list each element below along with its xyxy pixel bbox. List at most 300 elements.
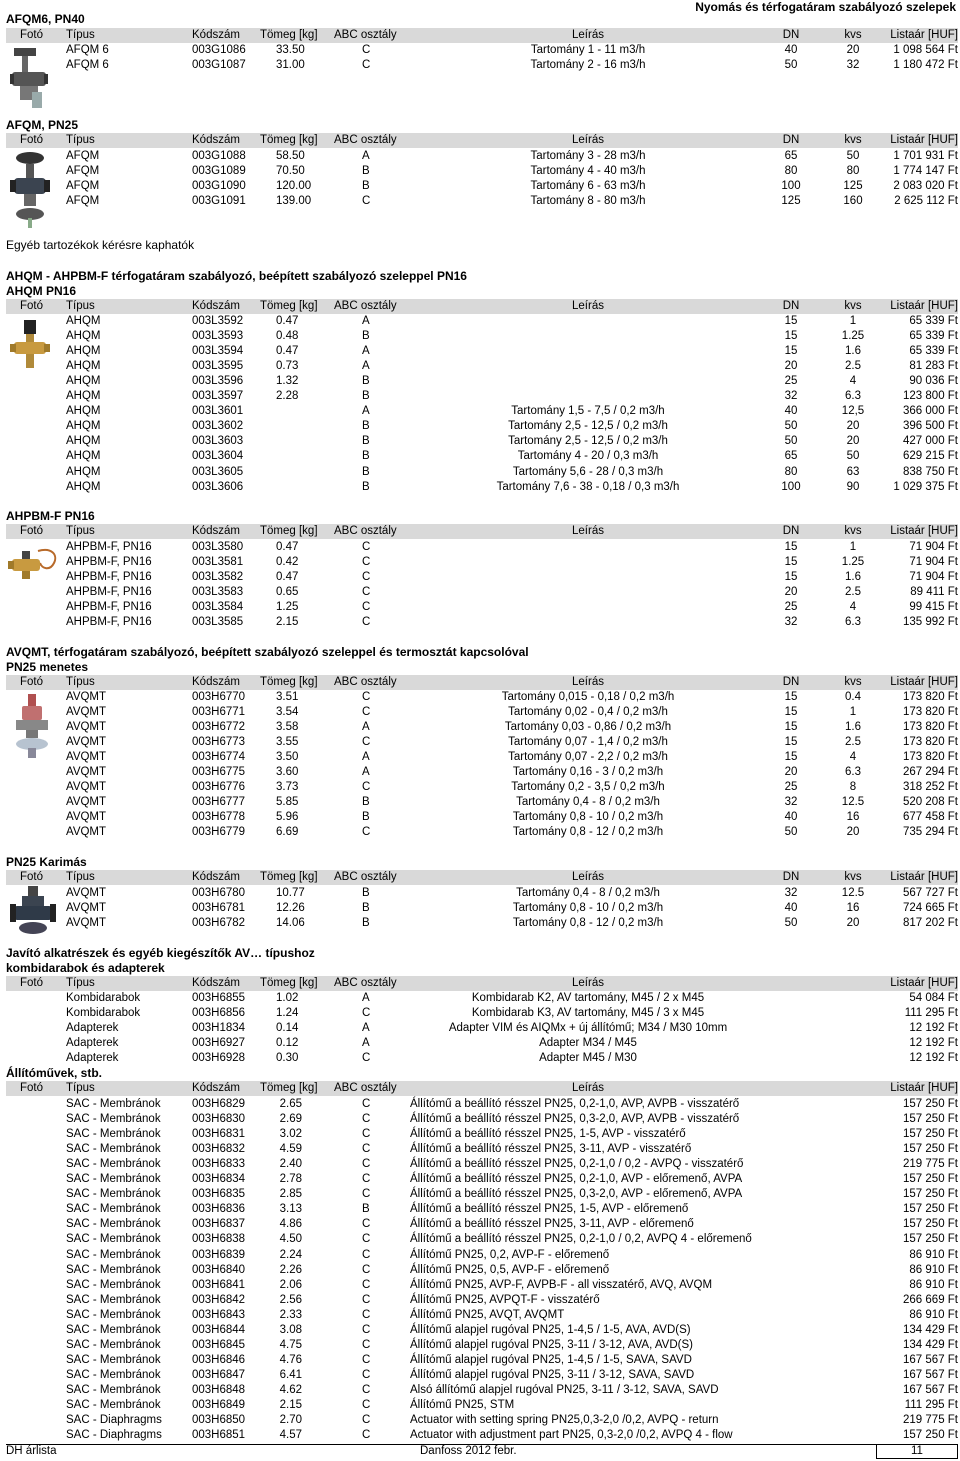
cell-weight: 4.86 bbox=[279, 1218, 302, 1231]
table-row bbox=[6, 750, 958, 765]
cell-kvs: 160 bbox=[843, 195, 863, 208]
column-header-dn: DN bbox=[782, 300, 800, 312]
cell-weight: 0.42 bbox=[276, 556, 299, 569]
table-row bbox=[6, 1323, 958, 1338]
cell-desc: Tartomány 0,8 - 10 / 0,2 m3/h bbox=[512, 902, 664, 915]
cell-code: 003H6851 bbox=[192, 1429, 246, 1442]
cell-type: AVQMT bbox=[66, 751, 107, 764]
cell-price: 54 084 Ft bbox=[909, 992, 958, 1004]
cell-type: AVQMT bbox=[66, 766, 107, 779]
cell-code: 003H6834 bbox=[192, 1173, 246, 1186]
cell-weight: 2.24 bbox=[279, 1248, 302, 1261]
cell-code: 003L3593 bbox=[192, 330, 244, 343]
cell-weight: 2.65 bbox=[279, 1098, 302, 1110]
cell-code: 003H6835 bbox=[192, 1188, 246, 1201]
cell-abc: C bbox=[362, 1173, 371, 1186]
column-header-weight: Tömeg [kg] bbox=[260, 134, 318, 146]
cell-code: 003L3604 bbox=[192, 450, 244, 463]
table-row bbox=[6, 194, 958, 209]
column-header-desc: Leírás bbox=[572, 134, 604, 146]
cell-code: 003H6771 bbox=[192, 706, 246, 719]
table-row bbox=[6, 359, 958, 374]
cell-type: SAC - Membránok bbox=[66, 1278, 161, 1291]
table-row bbox=[6, 1142, 958, 1157]
cell-dn: 40 bbox=[784, 902, 798, 915]
cell-weight: 4.50 bbox=[279, 1233, 302, 1246]
column-header-dn: DN bbox=[782, 525, 800, 537]
cell-abc: C bbox=[362, 1338, 371, 1351]
cell-dn: 65 bbox=[784, 150, 798, 162]
column-header-weight: Tömeg [kg] bbox=[260, 29, 318, 41]
cell-desc: Tartomány 3 - 28 m3/h bbox=[530, 150, 646, 162]
cell-desc: Tartomány 8 - 80 m3/h bbox=[530, 195, 646, 208]
cell-dn: 80 bbox=[784, 465, 798, 478]
cell-dn: 125 bbox=[781, 195, 801, 208]
column-header-price: Listaár [HUF] bbox=[890, 300, 958, 312]
column-header-desc: Leírás bbox=[572, 29, 604, 41]
section-title: PN25 menetes bbox=[6, 660, 89, 674]
column-header-weight: Tömeg [kg] bbox=[260, 525, 318, 537]
cell-code: 003H6781 bbox=[192, 902, 246, 915]
table-row bbox=[6, 465, 958, 480]
cell-weight: 33.50 bbox=[276, 44, 305, 56]
cell-type: AHQM bbox=[66, 465, 101, 478]
cell-abc: A bbox=[362, 150, 370, 162]
column-header-desc: Leírás bbox=[572, 871, 604, 883]
table-row bbox=[6, 720, 958, 735]
cell-desc: Tartomány 4 - 20 / 0,3 m3/h bbox=[517, 450, 659, 463]
cell-dn: 80 bbox=[784, 165, 798, 178]
cell-price: 266 669 Ft bbox=[903, 1293, 958, 1306]
cell-type: SAC - Membránok bbox=[66, 1188, 161, 1201]
cell-weight: 120.00 bbox=[276, 180, 312, 193]
cell-weight: 4.76 bbox=[279, 1353, 302, 1366]
table-row bbox=[6, 374, 958, 389]
table-row bbox=[6, 765, 958, 780]
cell-desc: Tartomány 0,16 - 3 / 0,2 m3/h bbox=[512, 766, 664, 779]
cell-dn: 15 bbox=[784, 315, 798, 327]
cell-price: 111 295 Ft bbox=[904, 1399, 958, 1411]
cell-code: 003G1091 bbox=[192, 195, 246, 208]
cell-type: AHQM bbox=[66, 435, 101, 448]
cell-abc: B bbox=[362, 465, 370, 478]
cell-weight: 2.70 bbox=[279, 1414, 302, 1427]
cell-dn: 20 bbox=[784, 586, 798, 599]
cell-abc: C bbox=[362, 1188, 371, 1201]
cell-price: 157 250 Ft bbox=[903, 1128, 958, 1141]
table-row bbox=[6, 480, 958, 495]
cell-abc: C bbox=[362, 1278, 371, 1291]
cell-desc: Állítómű a beállító résszel PN25, 1-5, AVP - visszatérő bbox=[410, 1128, 686, 1141]
cell-weight: 3.73 bbox=[276, 781, 299, 794]
cell-type: AHPBM-F, PN16 bbox=[66, 571, 152, 584]
cell-code: 003G1088 bbox=[192, 150, 246, 162]
cell-weight: 3.54 bbox=[276, 706, 299, 719]
table-header bbox=[6, 133, 958, 148]
cell-type: SAC - Membránok bbox=[66, 1128, 161, 1141]
cell-weight: 0.12 bbox=[276, 1037, 299, 1050]
cell-weight: 6.69 bbox=[276, 826, 299, 839]
cell-abc: C bbox=[362, 44, 371, 56]
table-header bbox=[6, 28, 958, 43]
cell-desc: Állítómű a beállító résszel PN25, 0,2-1,0, AVP, AVPB - visszatérő bbox=[410, 1098, 740, 1110]
cell-desc: Adapter M34 / M45 bbox=[539, 1037, 637, 1050]
cell-weight: 0.48 bbox=[276, 330, 299, 343]
cell-price: 167 567 Ft bbox=[903, 1383, 958, 1396]
table-row bbox=[6, 1338, 958, 1353]
cell-abc: B bbox=[362, 1203, 370, 1216]
cell-weight: 0.73 bbox=[276, 360, 299, 373]
cell-dn: 100 bbox=[781, 180, 801, 193]
cell-price: 111 295 Ft bbox=[904, 1007, 958, 1020]
cell-price: 267 294 Ft bbox=[903, 766, 958, 779]
column-header-code: Kódszám bbox=[192, 134, 240, 146]
cell-price: 1 180 472 Ft bbox=[893, 59, 958, 72]
cell-kvs: 2.5 bbox=[845, 736, 861, 749]
cell-price: 567 727 Ft bbox=[903, 887, 958, 899]
cell-type: SAC - Membránok bbox=[66, 1308, 161, 1321]
cell-weight: 4.75 bbox=[279, 1338, 302, 1351]
column-header-photo: Fotó bbox=[20, 29, 44, 41]
cell-code: 003H6780 bbox=[192, 887, 246, 899]
cell-abc: A bbox=[362, 992, 370, 1004]
group-heading: Javító alkatrészek és egyéb kiegészítők AV… típushoz bbox=[6, 946, 315, 960]
cell-weight: 2.78 bbox=[279, 1173, 302, 1186]
cell-code: 003L3594 bbox=[192, 345, 244, 358]
cell-code: 003H6838 bbox=[192, 1233, 246, 1246]
table-row bbox=[6, 1112, 958, 1127]
cell-type: AHPBM-F, PN16 bbox=[66, 556, 152, 569]
cell-desc: Actuator with setting spring PN25,0,3-2,0 /0,2, AVPQ - return bbox=[410, 1414, 719, 1427]
cell-desc: Állítómű PN25, 0,5, AVP-F - előremenő bbox=[410, 1263, 610, 1276]
cell-abc: C bbox=[362, 571, 371, 584]
cell-price: 838 750 Ft bbox=[903, 465, 958, 478]
cell-desc: Tartomány 0,07 - 2,2 / 0,2 m3/h bbox=[508, 751, 668, 764]
cell-code: 003H6847 bbox=[192, 1368, 246, 1381]
cell-kvs: 4 bbox=[849, 751, 857, 764]
cell-weight: 4.62 bbox=[279, 1383, 302, 1396]
cell-code: 003H6832 bbox=[192, 1143, 246, 1156]
cell-price: 219 775 Ft bbox=[903, 1414, 958, 1427]
cell-type: AHQM bbox=[66, 450, 101, 463]
cell-weight: 5.96 bbox=[276, 811, 299, 824]
cell-dn: 40 bbox=[784, 44, 798, 56]
cell-desc: Actuator with adjustment part PN25, 0,3-2,0 /0,2, AVPQ 4 - flow bbox=[410, 1429, 733, 1442]
column-header-photo: Fotó bbox=[20, 300, 44, 312]
column-header-abc: ABC osztály bbox=[334, 676, 397, 688]
cell-price: 520 208 Ft bbox=[903, 796, 958, 809]
cell-price: 817 202 Ft bbox=[903, 917, 958, 930]
table-row bbox=[6, 43, 958, 58]
cell-weight: 2.26 bbox=[279, 1263, 302, 1276]
cell-weight: 14.06 bbox=[276, 917, 305, 930]
column-header-weight: Tömeg [kg] bbox=[260, 977, 318, 989]
cell-code: 003H6842 bbox=[192, 1293, 246, 1306]
cell-price: 173 820 Ft bbox=[903, 721, 958, 734]
cell-type: SAC - Membránok bbox=[66, 1399, 161, 1411]
cell-kvs: 90 bbox=[846, 480, 860, 493]
cell-kvs: 2.5 bbox=[845, 360, 861, 373]
cell-abc: A bbox=[362, 405, 370, 418]
cell-desc: Tartomány 0,8 - 12 / 0,2 m3/h bbox=[512, 917, 664, 930]
section-title: PN25 Karimás bbox=[6, 855, 87, 869]
column-header-type: Típus bbox=[66, 134, 95, 146]
cell-code: 003H6837 bbox=[192, 1218, 246, 1231]
cell-price: 1 701 931 Ft bbox=[893, 150, 958, 162]
cell-kvs: 2.5 bbox=[845, 586, 861, 599]
cell-weight: 0.65 bbox=[276, 586, 299, 599]
cell-kvs: 8 bbox=[849, 781, 857, 794]
cell-code: 003H6836 bbox=[192, 1203, 246, 1216]
column-header-abc: ABC osztály bbox=[334, 525, 397, 537]
cell-price: 167 567 Ft bbox=[903, 1368, 958, 1381]
table-row bbox=[6, 886, 958, 901]
cell-kvs: 50 bbox=[846, 450, 860, 463]
column-header-abc: ABC osztály bbox=[334, 134, 397, 146]
cell-price: 629 215 Ft bbox=[903, 450, 958, 463]
cell-code: 003H6843 bbox=[192, 1308, 246, 1321]
cell-price: 157 250 Ft bbox=[903, 1143, 958, 1156]
cell-desc: Állítómű PN25, AVQT, AVQMT bbox=[410, 1308, 565, 1321]
column-header-code: Kódszám bbox=[192, 676, 240, 688]
cell-dn: 25 bbox=[784, 601, 798, 614]
cell-weight: 2.33 bbox=[279, 1308, 302, 1321]
cell-code: 003H6839 bbox=[192, 1248, 246, 1261]
cell-code: 003L3605 bbox=[192, 465, 244, 478]
cell-abc: B bbox=[362, 796, 370, 809]
cell-code: 003G1086 bbox=[192, 44, 246, 56]
cell-weight: 4.59 bbox=[279, 1143, 302, 1156]
cell-price: 2 625 112 Ft bbox=[894, 195, 958, 208]
cell-code: 003H6831 bbox=[192, 1128, 246, 1141]
cell-desc: Kombidarab K3, AV tartomány, M45 / 3 x M45 bbox=[471, 1007, 705, 1020]
cell-price: 65 339 Ft bbox=[909, 345, 958, 358]
cell-code: 003H6829 bbox=[192, 1098, 246, 1110]
table-row bbox=[6, 1127, 958, 1142]
column-header-kvs: kvs bbox=[844, 29, 862, 41]
cell-desc: Állítómű a beállító résszel PN25, 3-11, AVP - előremenő bbox=[410, 1218, 694, 1231]
cell-code: 003H6774 bbox=[192, 751, 246, 764]
cell-price: 135 992 Ft bbox=[903, 616, 958, 629]
column-header-price: Listaár [HUF] bbox=[890, 871, 958, 883]
cell-type: AHQM bbox=[66, 345, 101, 358]
cell-dn: 15 bbox=[784, 571, 798, 584]
cell-type: AHQM bbox=[66, 420, 101, 433]
cell-code: 003L3595 bbox=[192, 360, 244, 373]
cell-type: AFQM bbox=[66, 150, 100, 162]
cell-price: 71 904 Ft bbox=[909, 571, 958, 584]
cell-dn: 32 bbox=[784, 796, 798, 809]
column-header-desc: Leírás bbox=[572, 1082, 604, 1094]
cell-abc: C bbox=[362, 1052, 371, 1065]
cell-weight: 0.47 bbox=[276, 571, 299, 584]
cell-desc: Tartomány 0,8 - 12 / 0,2 m3/h bbox=[512, 826, 664, 839]
cell-abc: B bbox=[362, 420, 370, 433]
cell-abc: C bbox=[362, 1143, 371, 1156]
cell-dn: 15 bbox=[784, 330, 798, 343]
cell-kvs: 16 bbox=[846, 811, 860, 824]
cell-code: 003H6775 bbox=[192, 766, 246, 779]
cell-price: 173 820 Ft bbox=[903, 691, 958, 703]
cell-type: AHQM bbox=[66, 315, 101, 327]
table-row bbox=[6, 991, 958, 1006]
column-header-desc: Leírás bbox=[572, 300, 604, 312]
column-header-type: Típus bbox=[66, 525, 95, 537]
cell-abc: C bbox=[362, 1414, 371, 1427]
column-header-kvs: kvs bbox=[844, 871, 862, 883]
cell-code: 003G1089 bbox=[192, 165, 246, 178]
cell-desc: Tartomány 2,5 - 12,5 / 0,2 m3/h bbox=[508, 435, 668, 448]
cell-price: 396 500 Ft bbox=[903, 420, 958, 433]
column-header-abc: ABC osztály bbox=[334, 29, 397, 41]
column-header-photo: Fotó bbox=[20, 871, 44, 883]
cell-abc: C bbox=[362, 586, 371, 599]
cell-type: SAC - Membránok bbox=[66, 1248, 161, 1261]
cell-weight: 1.02 bbox=[276, 992, 299, 1004]
table-row bbox=[6, 1217, 958, 1232]
cell-code: 003H6779 bbox=[192, 826, 246, 839]
cell-abc: C bbox=[362, 1007, 371, 1020]
cell-type: SAC - Membránok bbox=[66, 1338, 161, 1351]
column-header-kvs: kvs bbox=[844, 525, 862, 537]
column-header-code: Kódszám bbox=[192, 300, 240, 312]
cell-desc: Adapter M45 / M30 bbox=[539, 1052, 637, 1065]
cell-price: 724 665 Ft bbox=[903, 902, 958, 915]
cell-type: SAC - Membránok bbox=[66, 1293, 161, 1306]
cell-weight: 1.25 bbox=[276, 601, 299, 614]
cell-abc: C bbox=[362, 1399, 371, 1411]
column-header-photo: Fotó bbox=[20, 134, 44, 146]
cell-type: Adapterek bbox=[66, 1037, 119, 1050]
cell-kvs: 20 bbox=[846, 917, 860, 930]
cell-weight: 2.85 bbox=[279, 1188, 302, 1201]
cell-desc: Tartomány 0,015 - 0,18 / 0,2 m3/h bbox=[501, 691, 675, 703]
cell-price: 71 904 Ft bbox=[909, 541, 958, 553]
cell-dn: 15 bbox=[784, 691, 798, 703]
cell-code: 003H6772 bbox=[192, 721, 246, 734]
cell-type: AHQM bbox=[66, 375, 101, 388]
cell-desc: Állítómű a beállító résszel PN25, 0,2-1,0 / 0,2, AVPQ 4 - előremenő bbox=[410, 1233, 752, 1246]
cell-price: 99 415 Ft bbox=[909, 601, 958, 614]
table-row bbox=[6, 344, 958, 359]
cell-kvs: 1.6 bbox=[845, 721, 861, 734]
cell-abc: A bbox=[362, 315, 370, 327]
cell-code: 003H6840 bbox=[192, 1263, 246, 1276]
cell-abc: A bbox=[362, 1037, 370, 1050]
cell-dn: 20 bbox=[784, 360, 798, 373]
column-header-abc: ABC osztály bbox=[334, 871, 397, 883]
column-header-price: Listaár [HUF] bbox=[890, 977, 958, 989]
cell-weight: 70.50 bbox=[276, 165, 305, 178]
cell-type: SAC - Diaphragms bbox=[66, 1429, 162, 1442]
cell-weight: 2.69 bbox=[279, 1113, 302, 1126]
cell-abc: C bbox=[362, 59, 371, 72]
cell-weight: 3.60 bbox=[276, 766, 299, 779]
cell-abc: B bbox=[362, 887, 370, 899]
cell-dn: 50 bbox=[784, 826, 798, 839]
section-title: Állítóművek, stb. bbox=[6, 1066, 103, 1080]
footer-left: DH árlista bbox=[6, 1445, 57, 1457]
cell-price: 86 910 Ft bbox=[909, 1248, 958, 1261]
cell-code: 003L3585 bbox=[192, 616, 244, 629]
column-header-code: Kódszám bbox=[192, 1082, 240, 1094]
cell-desc: Tartomány 0,03 - 0,86 / 0,2 m3/h bbox=[504, 721, 672, 734]
cell-kvs: 0.4 bbox=[845, 691, 861, 703]
cell-price: 157 250 Ft bbox=[903, 1188, 958, 1201]
cell-desc: Tartomány 0,02 - 0,4 / 0,2 m3/h bbox=[508, 706, 668, 719]
cell-code: 003L3583 bbox=[192, 586, 244, 599]
cell-dn: 50 bbox=[784, 435, 798, 448]
cell-kvs: 12,5 bbox=[841, 405, 865, 418]
table-row bbox=[6, 1293, 958, 1308]
cell-weight: 1.32 bbox=[276, 375, 299, 388]
table-header bbox=[6, 675, 958, 690]
cell-type: SAC - Membránok bbox=[66, 1173, 161, 1186]
cell-abc: A bbox=[362, 766, 370, 779]
cell-type: Kombidarabok bbox=[66, 992, 141, 1004]
cell-desc: Tartomány 0,4 - 8 / 0,2 m3/h bbox=[516, 887, 660, 899]
cell-desc: Állítómű alapjel rugóval PN25, 3-11 / 3-12, AVA, AVD(S) bbox=[410, 1338, 693, 1351]
table-row bbox=[6, 1308, 958, 1323]
note-text: Egyéb tartozékok kérésre kaphatók bbox=[6, 238, 195, 252]
group-heading: AVQMT, térfogatáram szabályozó, beépített szabályozó szeleppel és termosztát kapcsolóval bbox=[6, 645, 529, 659]
cell-abc: C bbox=[362, 706, 371, 719]
cell-desc: Állítómű alapjel rugóval PN25, 1-4,5 / 1-5, AVA, AVD(S) bbox=[410, 1323, 691, 1336]
table-row bbox=[6, 1172, 958, 1187]
cell-type: AHQM bbox=[66, 390, 101, 403]
cell-desc: Tartomány 0,2 - 3,5 / 0,2 m3/h bbox=[511, 781, 665, 794]
product-photo-ahqm bbox=[10, 318, 50, 374]
column-header-dn: DN bbox=[782, 676, 800, 688]
cell-code: 003H6850 bbox=[192, 1414, 246, 1427]
cell-kvs: 16 bbox=[846, 902, 860, 915]
cell-desc: Állítómű a beállító résszel PN25, 3-11, AVP - visszatérő bbox=[410, 1143, 692, 1156]
cell-price: 157 250 Ft bbox=[903, 1113, 958, 1126]
cell-type: AHPBM-F, PN16 bbox=[66, 616, 152, 629]
table-row bbox=[6, 1383, 958, 1398]
cell-price: 134 429 Ft bbox=[903, 1323, 958, 1336]
cell-dn: 50 bbox=[784, 917, 798, 930]
cell-type: AVQMT bbox=[66, 917, 107, 930]
column-header-type: Típus bbox=[66, 676, 95, 688]
column-header-price: Listaár [HUF] bbox=[890, 1082, 958, 1094]
cell-weight: 4.57 bbox=[279, 1429, 302, 1442]
cell-code: 003H6849 bbox=[192, 1399, 246, 1411]
table-row bbox=[6, 735, 958, 750]
cell-weight: 2.15 bbox=[279, 1399, 302, 1411]
cell-code: 003H6846 bbox=[192, 1353, 246, 1366]
cell-price: 173 820 Ft bbox=[903, 706, 958, 719]
cell-desc: Tartomány 2,5 - 12,5 / 0,2 m3/h bbox=[508, 420, 668, 433]
cell-abc: C bbox=[362, 1368, 371, 1381]
cell-code: 003H6782 bbox=[192, 917, 246, 930]
cell-price: 1 774 147 Ft bbox=[893, 165, 958, 178]
column-header-code: Kódszám bbox=[192, 29, 240, 41]
cell-abc: B bbox=[362, 902, 370, 915]
table-row bbox=[6, 1413, 958, 1428]
cell-code: 003H6778 bbox=[192, 811, 246, 824]
cell-abc: C bbox=[362, 691, 371, 703]
column-header-code: Kódszám bbox=[192, 871, 240, 883]
cell-price: 219 775 Ft bbox=[903, 1158, 958, 1171]
cell-dn: 15 bbox=[784, 736, 798, 749]
cell-abc: B bbox=[362, 165, 370, 178]
cell-desc: Tartomány 7,6 - 38 - 0,18 / 0,3 m3/h bbox=[496, 480, 680, 493]
table-row bbox=[6, 540, 958, 555]
cell-code: 003H6927 bbox=[192, 1037, 246, 1050]
cell-code: 003L3601 bbox=[192, 405, 244, 418]
cell-weight: 0.47 bbox=[276, 315, 299, 327]
